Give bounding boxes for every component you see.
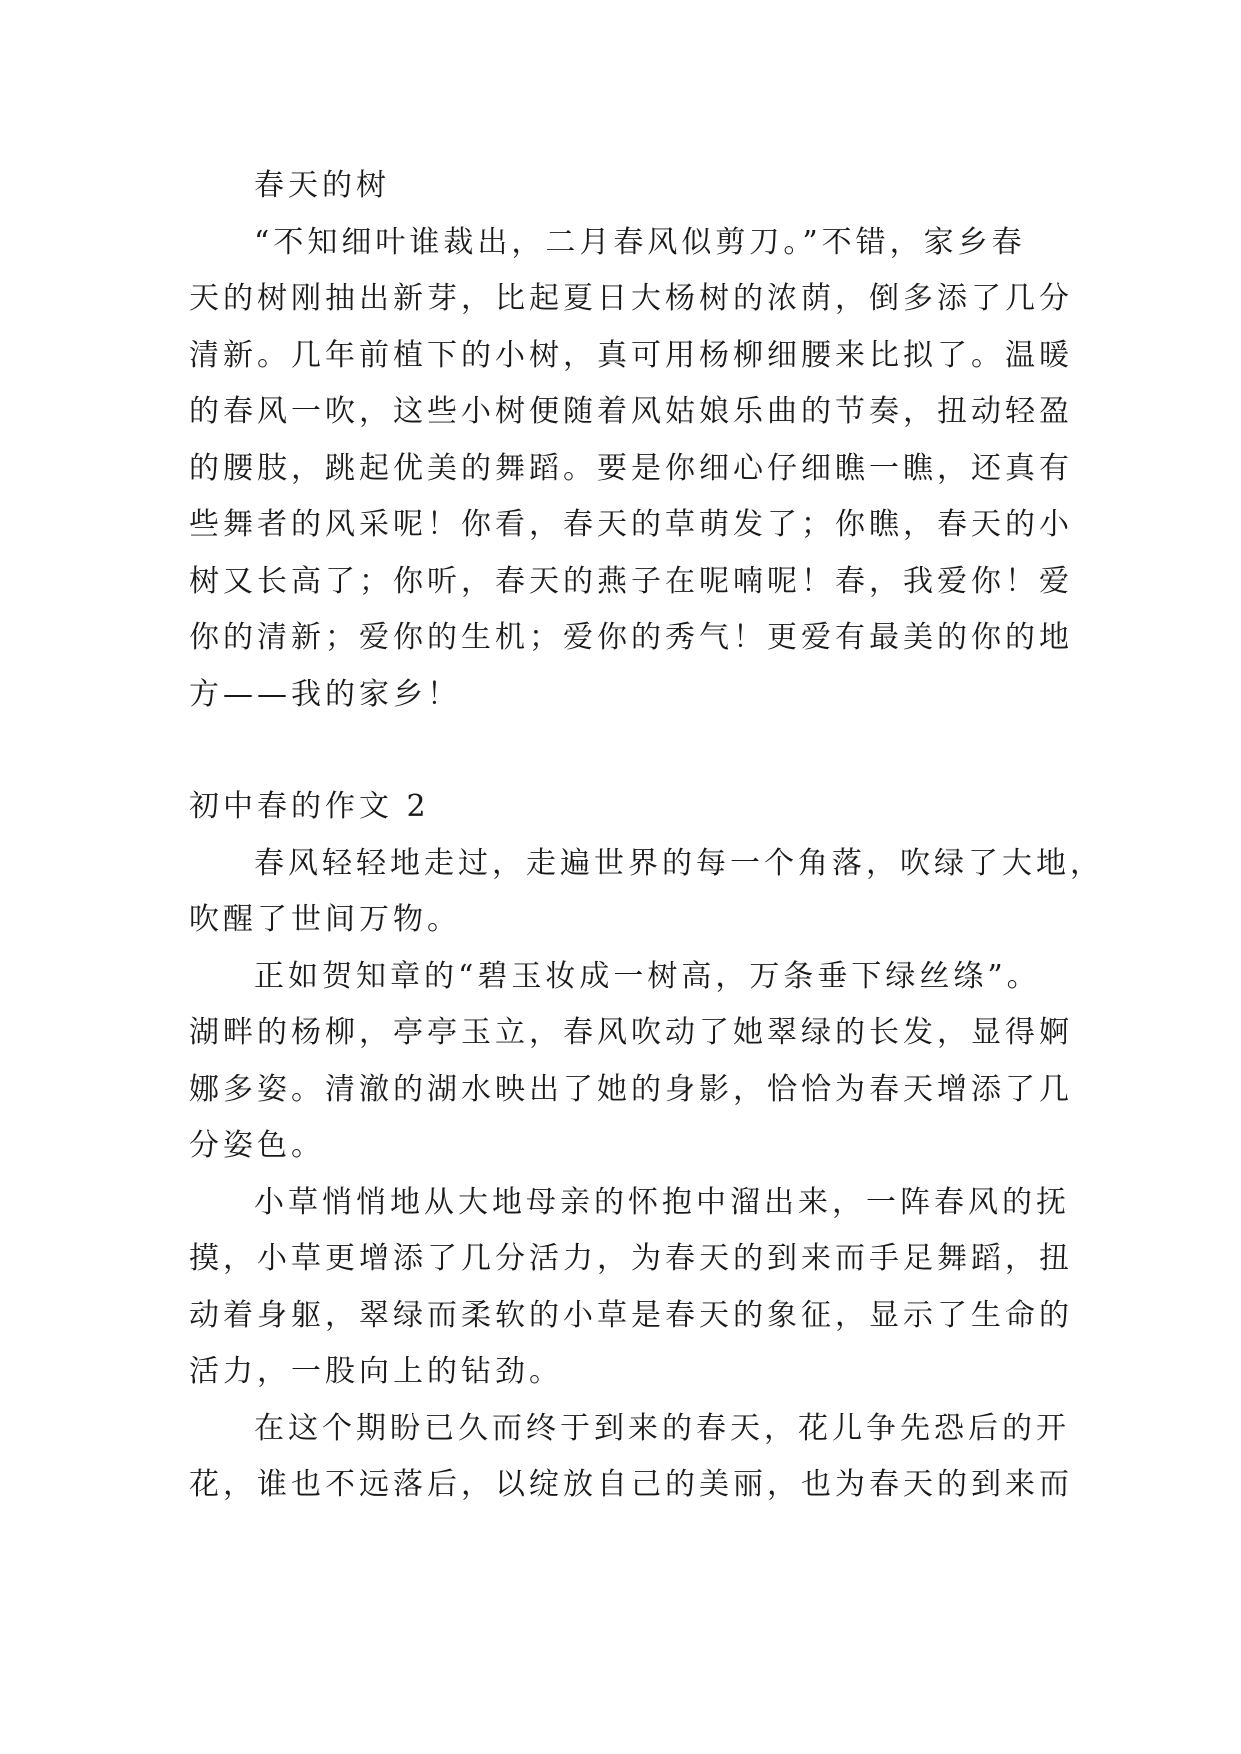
text-line: 动着身躯，翠绿而柔软的小草是春天的象征，显示了生命的: [189, 1297, 1073, 1333]
text-line: 活力，一股向上的钻劲。: [189, 1354, 563, 1389]
text-line: 摸，小草更增添了几分活力，为春天的到来而手足舞蹈，扭: [189, 1241, 1073, 1276]
text-line: 些舞者的风采呢！你看，春天的草萌发了；你瞧，春天的小: [189, 507, 1073, 542]
text-line: 花，谁也不远落后，以绽放自己的美丽，也为春天的到来而: [189, 1467, 1073, 1502]
essay-title: 初中春的作文 2: [189, 789, 430, 824]
paragraph: [189, 1401, 1073, 1514]
text-line: 清新。几年前植下的小树，真可用杨柳细腰来比拟了。温暖: [189, 337, 1073, 373]
text-line: 的春风一吹，这些小树便随着风姑娘乐曲的节奏，扭动轻盈: [189, 394, 1073, 429]
paragraph: [189, 949, 1073, 1175]
document-page: [189, 158, 1104, 1514]
text-line: 正如贺知章的“碧玉妆成一树高，万条垂下绿丝绦”。: [254, 958, 1041, 994]
text-line: 你的清新；爱你的生机；爱你的秀气！更爱有最美的你的地: [189, 620, 1073, 655]
text-line: “不知细叶谁裁出，二月春风似剪刀。”不错，家乡春: [254, 224, 1026, 260]
section-heading: 春天的树: [254, 168, 390, 203]
paragraph: [189, 215, 1073, 724]
text-line: 在这个期盼已久而终于到来的春天，花儿争先恐后的开: [254, 1410, 1070, 1446]
text-line: 方——我的家乡！: [189, 676, 461, 712]
text-line: 树又长高了；你听，春天的燕子在呢喃呢！春，我爱你！爱: [189, 563, 1073, 599]
paragraph: [189, 836, 1104, 949]
text-line: 的腰肢，跳起优美的舞蹈。要是你细心仔细瞧一瞧，还真有: [189, 450, 1073, 486]
paragraph: [189, 1175, 1073, 1401]
text-line: 娜多姿。清澈的湖水映出了她的身影，恰恰为春天增添了几: [189, 1071, 1073, 1107]
text-line: 小草悄悄地从大地母亲的怀抱中溜出来，一阵春风的抚: [254, 1184, 1070, 1220]
text-line: 湖畔的杨柳，亭亭玉立，春风吹动了她翠绿的长发，显得婀: [189, 1015, 1073, 1050]
text-line: 天的树刚抽出新芽，比起夏日大杨树的浓荫，倒多添了几分: [189, 281, 1073, 316]
text-line: 春风轻轻地走过，走遍世界的每一个角落，吹绿了大地，: [254, 845, 1104, 881]
text-line: 分姿色。: [189, 1128, 325, 1163]
text-line: 吹醒了世间万物。: [189, 902, 461, 937]
